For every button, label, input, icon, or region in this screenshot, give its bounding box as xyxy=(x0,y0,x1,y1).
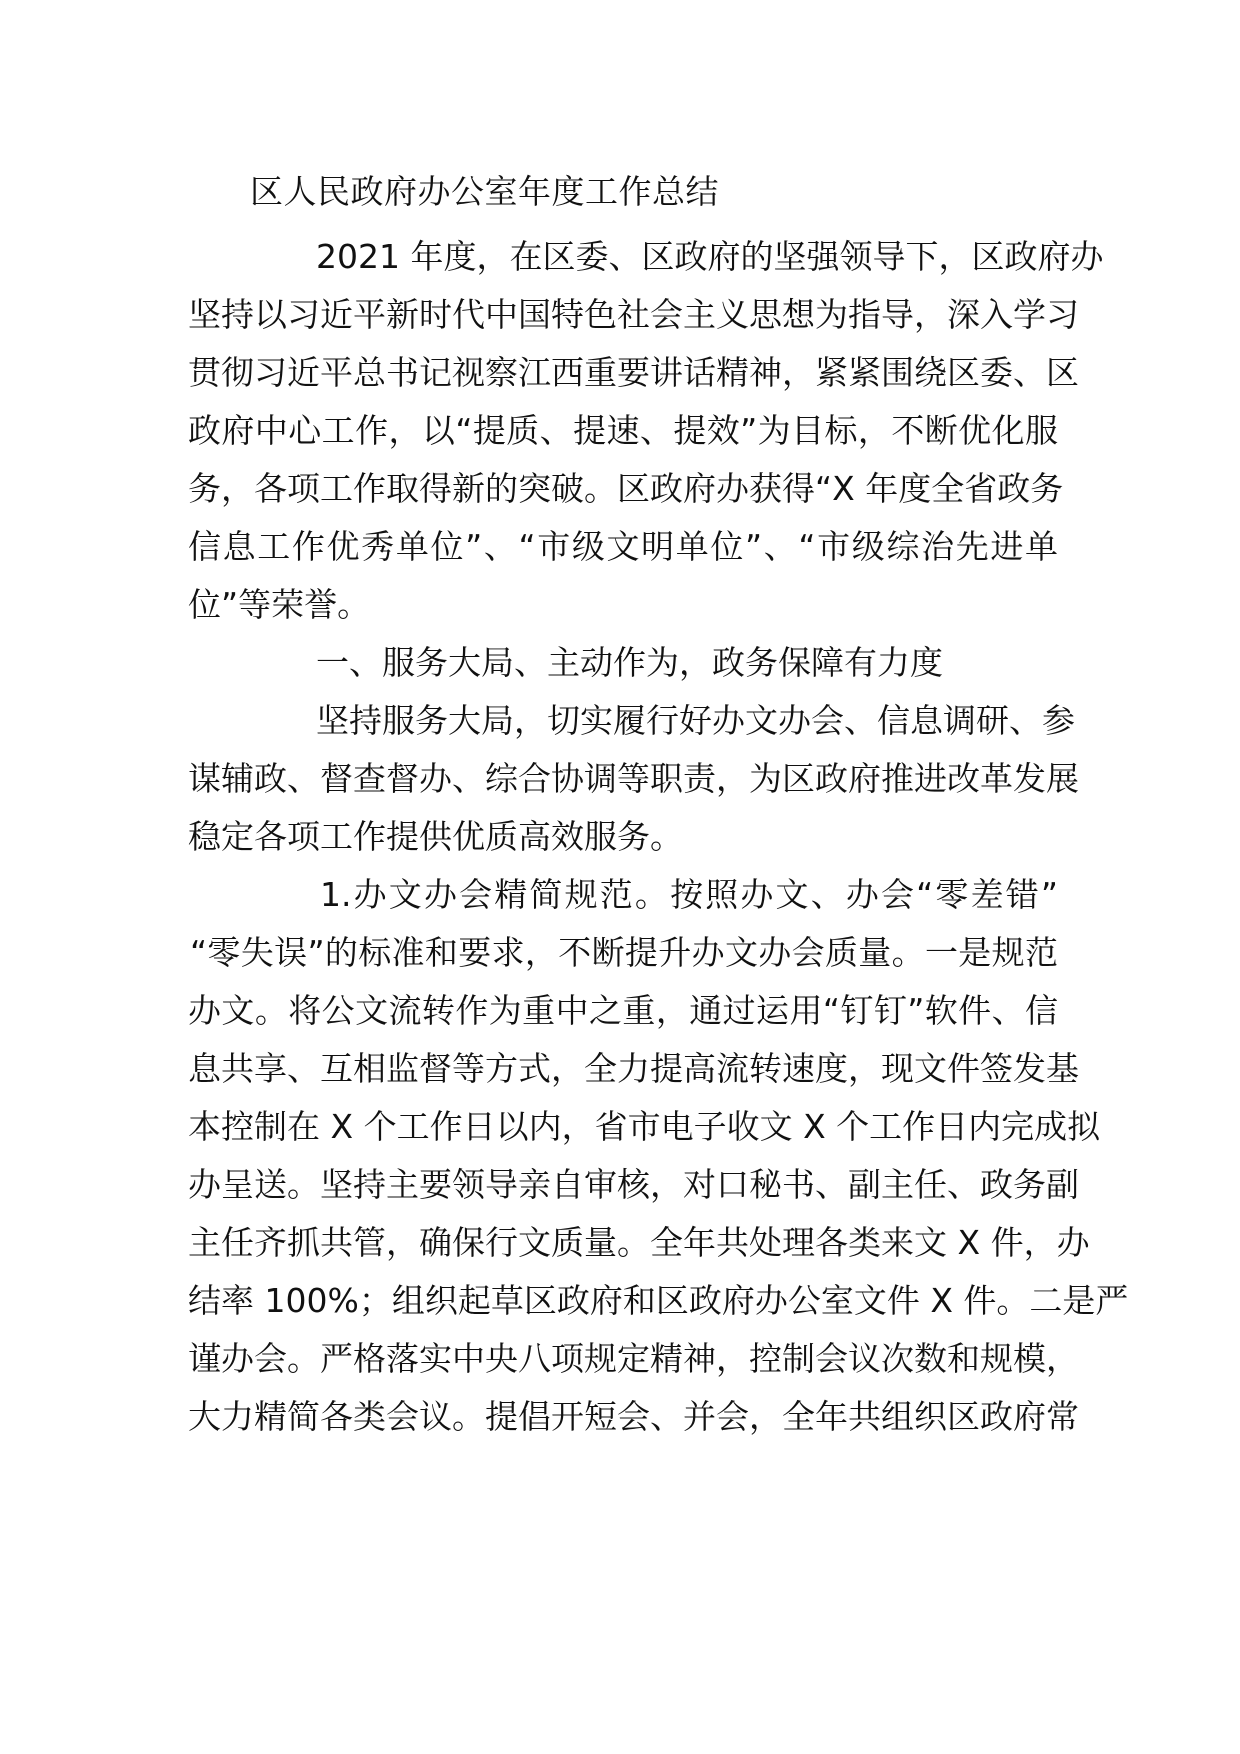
paragraph-line: 本控制在 X 个工作日以内，省市电子收文 X 个工作日内完成拟 xyxy=(188,1107,1101,1146)
paragraph-line: 信息工作优秀单位”、“市级文明单位”、“市级综治先进单 xyxy=(188,527,1058,566)
paragraph-line: 主任齐抓共管，确保行文质量。全年共处理各类来文 X 件，办 xyxy=(188,1223,1090,1262)
paragraph-line: 办文。将公文流转作为重中之重，通过运用“钉钉”软件、信 xyxy=(188,991,1058,1030)
section-heading: 一、服务大局、主动作为，政务保障有力度 xyxy=(316,643,943,682)
paragraph-line: 稳定各项工作提供优质高效服务。 xyxy=(188,817,683,856)
paragraph-line: 大力精简各类会议。提倡开短会、并会，全年共组织区政府常 xyxy=(188,1397,1079,1436)
paragraph-line: 办呈送。坚持主要领导亲自审核，对口秘书、副主任、政务副 xyxy=(188,1165,1079,1204)
subsection-heading: 1.办文办会精简规范。按照办文、办会“零差错” xyxy=(320,875,1058,914)
paragraph-line: 2021 年度，在区委、区政府的坚强领导下，区政府办 xyxy=(316,237,1104,276)
paragraph-line: “零失误”的标准和要求，不断提升办文办会质量。一是规范 xyxy=(190,933,1058,972)
paragraph-line: 务，各项工作取得新的突破。区政府办获得“X 年度全省政务 xyxy=(188,469,1064,508)
paragraph-line: 息共享、互相监督等方式，全力提高流转速度，现文件签发基 xyxy=(188,1049,1079,1088)
paragraph-line: 结率 100%；组织起草区政府和区政府办公室文件 X 件。二是严 xyxy=(188,1281,1129,1320)
paragraph-line: 坚持以习近平新时代中国特色社会主义思想为指导，深入学习 xyxy=(188,295,1079,334)
paragraph-line: 谋辅政、督查督办、综合协调等职责，为区政府推进改革发展 xyxy=(188,759,1079,798)
paragraph-line: 谨办会。严格落实中央八项规定精神，控制会议次数和规模， xyxy=(188,1339,1079,1378)
paragraph-line: 政府中心工作，以“提质、提速、提效”为目标，不断优化服 xyxy=(188,411,1058,450)
paragraph-line: 位”等荣誉。 xyxy=(188,585,371,624)
paragraph-line: 坚持服务大局，切实履行好办文办会、信息调研、参 xyxy=(316,701,1075,740)
document-title: 区人民政府办公室年度工作总结 xyxy=(250,172,719,211)
paragraph-line: 贯彻习近平总书记视察江西重要讲话精神，紧紧围绕区委、区 xyxy=(188,353,1079,392)
